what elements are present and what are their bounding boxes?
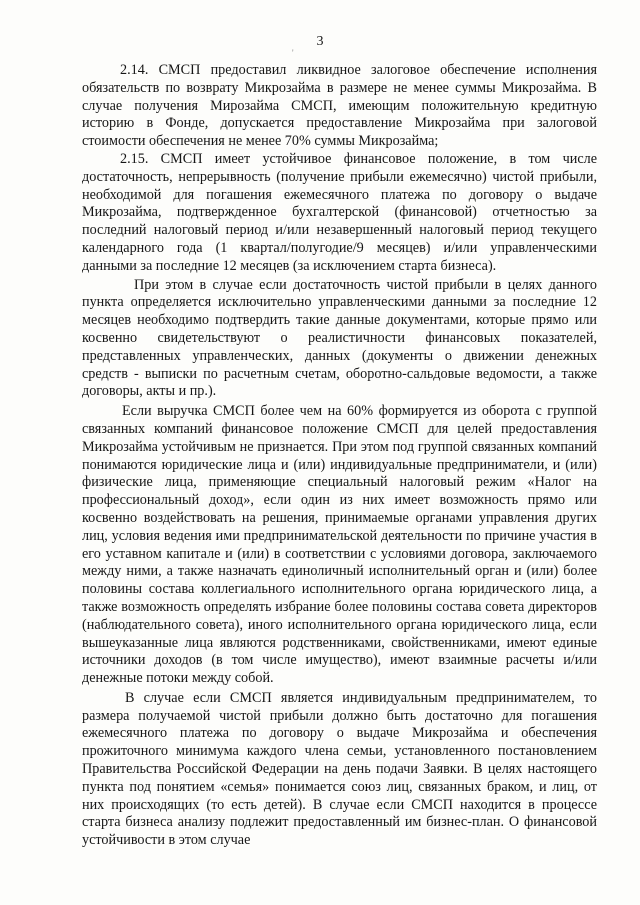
document-body — [82, 62, 597, 850]
paragraph-related-companies: Если выручка СМСП более чем на 60% формируется из оборота с группой связанных компаний финансовое положение СМСП для целей предоставления Микрозайма устойчивым не признается. При этом под группой связанных компаний понимаются юридические лица и (или) индивидуальные предприниматели, и (или) физические лица, применяющие специальный налоговый режим «Налог на профессиональный доход», если один из них имеет возможность прямо или косвенно воздействовать на решения, принимаемые органами управления других лиц, условия ведения ими предпринимательской деятельности по причине участия в его уставном капитале и (или) в соответствии с условиями договора, заключаемого между ними, а также назначать единоличный исполнительный орган и (или) более половины состава коллегиального исполнительного органа юридического лица, а также возможность определять избрание более половины состава совета директоров (наблюдательного совета), иного исполнительного органа юридического лица, если вышеуказанные лица являются родственниками, свойственниками, имеют единые источники доходов (в том числе имущество), имеют взаимные расчеты и/или денежные потоки между собой. — [82, 403, 597, 687]
scan-mark: ' — [292, 48, 294, 58]
page-number: 3 — [316, 34, 324, 49]
paragraph-net-profit: При этом в случае если достаточность чистой прибыли в целях данного пункта определяется исключительно управленческими данными за последние 12 месяцев необходимо подтвердить такие данные документами, которые прямо или косвенно свидетельствуют о реалистичности финансовых показателей, представленных управленческих, данных (документы о движении денежных средств - выписки по расчетным счетам, оборотно-сальдовые ведомости, а также договоры, акты и пр.). — [82, 276, 597, 400]
paragraph-2-15: 2.15. СМСП имеет устойчивое финансовое положение, в том числе достаточность, непрерывность (получение прибыли ежемесячно) чистой прибыли, необходимой для погашения ежемесячного платежа по договору о выдаче Микрозайма, подтвержденное бухгалтерской (финансовой) отчетностью за последний налоговый период и/или незавершенный налоговый период текущего календарного года (1 квартал/полугодие/9 месяцев) и/или управленческими данными за последние 12 месяцев (за исключением старта бизнеса). — [82, 150, 597, 274]
paragraph-individual-entrepreneur: В случае если СМСП является индивидуальным предпринимателем, то размера получаемой чистой прибыли должно быть достаточно для погашения ежемесячного платежа по договору о выдаче Микрозайма и обеспечения прожиточного минимума каждого члена семьи, установленного постановлением Правительства Российской Федерации на день подачи Заявки. В целях настоящего пункта под понятием «семья» понимается союз лиц, связанных браком, и лиц, от них происходящих (то есть детей). В случае если СМСП находится в процессе старта бизнеса анализу подлежит предоставленный им бизнес-план. О финансовой устойчивости в этом случае — [82, 689, 597, 849]
paragraph-2-14: 2.14. СМСП предоставил ликвидное залоговое обеспечение исполнения обязательств по возврату Микрозайма в размере не менее суммы Микрозайма. В случае получения Мирозайма СМСП, имеющим положительную кредитную историю в Фонде, допускается предоставление Микрозайма при залоговой стоимости обеспечения не менее 70% суммы Микрозайма; — [82, 62, 597, 150]
